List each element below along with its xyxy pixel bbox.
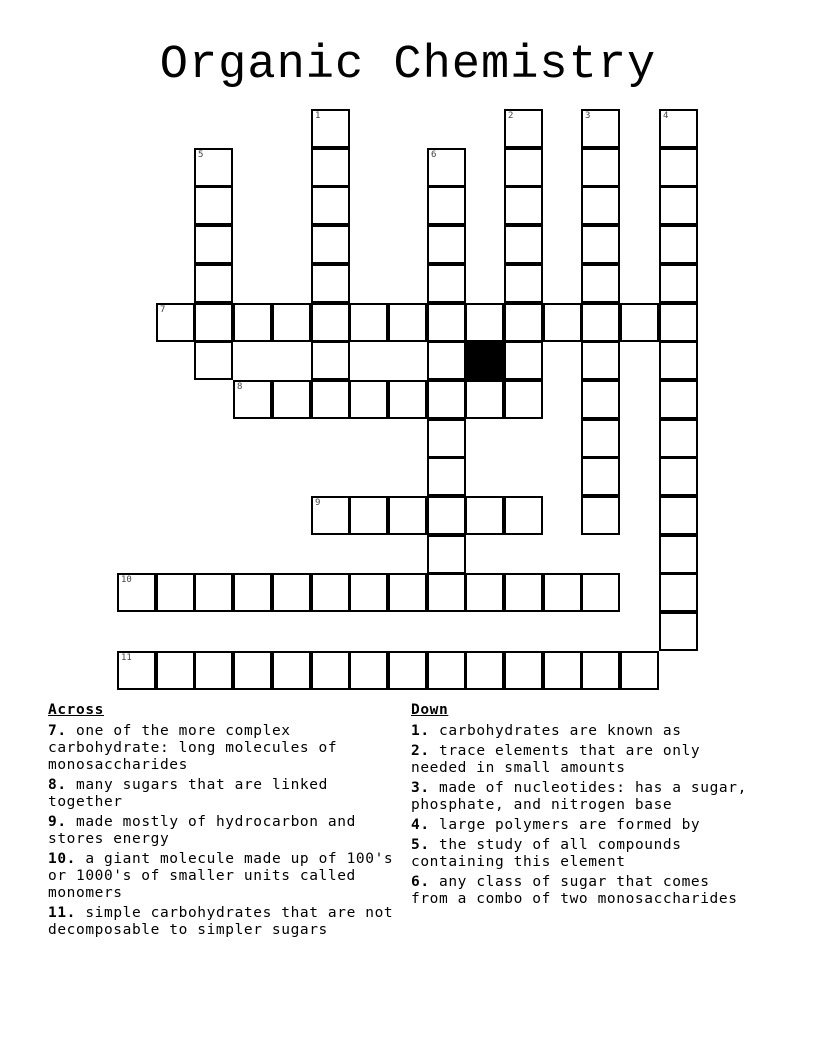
- grid-cell[interactable]: [311, 186, 350, 225]
- grid-cell[interactable]: [349, 651, 388, 690]
- grid-cell[interactable]: [581, 109, 620, 148]
- grid-cell[interactable]: [504, 573, 543, 612]
- grid-cell[interactable]: [543, 573, 582, 612]
- grid-cell[interactable]: [659, 303, 698, 342]
- grid-cell[interactable]: [581, 496, 620, 535]
- grid-cell[interactable]: [581, 225, 620, 264]
- cell-number: 3: [585, 111, 591, 121]
- grid-cell[interactable]: [272, 651, 311, 690]
- clue-across-8: [48, 777, 410, 811]
- grid-cell[interactable]: [311, 148, 350, 187]
- grid-cell[interactable]: [349, 573, 388, 612]
- clue-text: the study of all compounds containing this element: [411, 837, 682, 870]
- clue-text: large polymers are formed by: [439, 817, 701, 833]
- grid-cell[interactable]: [659, 573, 698, 612]
- clue-number: 2.: [411, 743, 430, 759]
- clue-text: carbohydrates are known as: [439, 723, 682, 739]
- grid-cell[interactable]: [194, 148, 233, 187]
- grid-cell[interactable]: [194, 186, 233, 225]
- clue-down-5: [411, 837, 756, 871]
- cell-number: 6: [431, 150, 437, 160]
- clue-text: a giant molecule made up of 100's or 1000's of smaller units called monomers: [48, 851, 394, 901]
- grid-cell[interactable]: [349, 496, 388, 535]
- grid-cell[interactable]: [311, 380, 350, 419]
- grid-cell[interactable]: [581, 264, 620, 303]
- grid-cell[interactable]: [504, 186, 543, 225]
- grid-cell[interactable]: [659, 225, 698, 264]
- grid-cell[interactable]: [659, 148, 698, 187]
- clue-number: 9.: [48, 814, 67, 830]
- clue-down-1: [411, 723, 756, 740]
- grid-cell[interactable]: [156, 573, 195, 612]
- clue-across-10: [48, 851, 410, 902]
- grid-cell[interactable]: [194, 573, 233, 612]
- grid-cell[interactable]: [427, 419, 466, 458]
- grid-cell[interactable]: [233, 380, 272, 419]
- grid-cell[interactable]: [581, 573, 620, 612]
- grid-cell[interactable]: [388, 303, 427, 342]
- cell-number: 5: [198, 150, 204, 160]
- cell-number: 7: [160, 305, 166, 315]
- grid-cell[interactable]: [581, 148, 620, 187]
- grid-cell[interactable]: [427, 457, 466, 496]
- clue-down-2: [411, 743, 756, 777]
- grid-cell[interactable]: [427, 496, 466, 535]
- grid-cell[interactable]: [581, 380, 620, 419]
- clue-number: 10.: [48, 851, 76, 867]
- grid-cell[interactable]: [427, 186, 466, 225]
- clue-text: simple carbohydrates that are not decomposable to simpler sugars: [48, 905, 394, 938]
- grid-cell[interactable]: [427, 380, 466, 419]
- clue-number: 6.: [411, 874, 430, 890]
- cell-number: 4: [663, 111, 669, 121]
- grid-cell[interactable]: [504, 225, 543, 264]
- clue-across-9: [48, 814, 410, 848]
- across-heading: Across: [48, 702, 104, 718]
- grid-cell[interactable]: [659, 264, 698, 303]
- grid-cell[interactable]: [504, 380, 543, 419]
- grid-cell[interactable]: [117, 651, 156, 690]
- grid-cell[interactable]: [311, 341, 350, 380]
- grid-cell[interactable]: [349, 303, 388, 342]
- grid-cell[interactable]: [272, 303, 311, 342]
- clue-across-7: [48, 723, 410, 774]
- grid-cell[interactable]: [659, 186, 698, 225]
- grid-cell[interactable]: [659, 535, 698, 574]
- grid-cell[interactable]: [427, 573, 466, 612]
- grid-cell[interactable]: [659, 457, 698, 496]
- grid-cell[interactable]: [620, 651, 659, 690]
- grid-cell[interactable]: [388, 496, 427, 535]
- grid-cell[interactable]: [581, 457, 620, 496]
- grid-cell[interactable]: [427, 148, 466, 187]
- grid-cell[interactable]: [388, 380, 427, 419]
- grid-cell[interactable]: [194, 651, 233, 690]
- clue-number: 11.: [48, 905, 76, 921]
- grid-cell[interactable]: [233, 573, 272, 612]
- grid-cell[interactable]: [504, 496, 543, 535]
- grid-cell[interactable]: [311, 109, 350, 148]
- grid-cell[interactable]: [465, 573, 504, 612]
- grid-cell[interactable]: [194, 264, 233, 303]
- grid-cell[interactable]: [388, 573, 427, 612]
- grid-cell[interactable]: [427, 651, 466, 690]
- grid-cell[interactable]: [311, 225, 350, 264]
- clue-number: 5.: [411, 837, 430, 853]
- grid-cell[interactable]: [233, 651, 272, 690]
- grid-cell[interactable]: [427, 535, 466, 574]
- clue-down-4: [411, 817, 756, 834]
- grid-cell[interactable]: [311, 651, 350, 690]
- grid-cell[interactable]: [349, 380, 388, 419]
- grid-cell[interactable]: [659, 496, 698, 535]
- down-clues: [411, 702, 756, 911]
- clue-down-3: [411, 780, 756, 814]
- clue-down-6: [411, 874, 756, 908]
- down-heading: Down: [411, 702, 449, 718]
- clue-number: 4.: [411, 817, 430, 833]
- grid-cell[interactable]: [194, 225, 233, 264]
- grid-cell[interactable]: [311, 496, 350, 535]
- clue-number: 1.: [411, 723, 430, 739]
- grid-cell[interactable]: [581, 186, 620, 225]
- grid-cell[interactable]: [427, 225, 466, 264]
- grid-cell[interactable]: [272, 573, 311, 612]
- grid-cell[interactable]: [659, 380, 698, 419]
- grid-cell[interactable]: [465, 496, 504, 535]
- clue-across-11: [48, 905, 410, 939]
- black-cell: [465, 341, 504, 380]
- grid-cell[interactable]: [194, 341, 233, 380]
- puzzle-title: Organic Chemistry: [159, 39, 657, 92]
- cell-number: 2: [508, 111, 514, 121]
- grid-cell[interactable]: [311, 264, 350, 303]
- clue-text: trace elements that are only needed in small amounts: [411, 743, 701, 776]
- grid-cell[interactable]: [504, 264, 543, 303]
- grid-cell[interactable]: [581, 341, 620, 380]
- grid-cell[interactable]: [427, 341, 466, 380]
- grid-cell[interactable]: [543, 303, 582, 342]
- grid-cell[interactable]: [504, 303, 543, 342]
- clue-text: many sugars that are linked together: [48, 777, 328, 810]
- cell-number: 1: [315, 111, 321, 121]
- grid-cell[interactable]: [659, 109, 698, 148]
- cell-number: 9: [315, 498, 321, 508]
- grid-cell[interactable]: [543, 651, 582, 690]
- grid-cell[interactable]: [194, 303, 233, 342]
- grid-cell[interactable]: [465, 303, 504, 342]
- grid-cell[interactable]: [620, 303, 659, 342]
- clue-number: 8.: [48, 777, 67, 793]
- grid-cell[interactable]: [388, 651, 427, 690]
- cell-number: 10: [121, 575, 132, 585]
- grid-cell[interactable]: [581, 651, 620, 690]
- grid-cell[interactable]: [233, 303, 272, 342]
- clue-text: made of nucleotides: has a sugar, phosphate, and nitrogen base: [411, 780, 747, 813]
- grid-cell[interactable]: [272, 380, 311, 419]
- clue-text: one of the more complex carbohydrate: long molecules of monosaccharides: [48, 723, 338, 773]
- grid-cell[interactable]: [504, 341, 543, 380]
- grid-cell[interactable]: [659, 341, 698, 380]
- clue-number: 3.: [411, 780, 430, 796]
- grid-cell[interactable]: [504, 651, 543, 690]
- grid-cell[interactable]: [465, 651, 504, 690]
- clue-text: any class of sugar that comes from a combo of two monosaccharides: [411, 874, 738, 907]
- grid-cell[interactable]: [117, 573, 156, 612]
- grid-cell[interactable]: [504, 148, 543, 187]
- across-clues: [48, 702, 410, 942]
- grid-cell[interactable]: [427, 303, 466, 342]
- grid-cell[interactable]: [427, 264, 466, 303]
- grid-cell[interactable]: [156, 651, 195, 690]
- cell-number: 11: [121, 653, 132, 663]
- grid-cell[interactable]: [311, 303, 350, 342]
- clue-number: 7.: [48, 723, 67, 739]
- grid-cell[interactable]: [465, 380, 504, 419]
- grid-cell[interactable]: [311, 573, 350, 612]
- grid-cell[interactable]: [581, 419, 620, 458]
- cell-number: 8: [237, 382, 243, 392]
- grid-cell[interactable]: [659, 612, 698, 651]
- grid-cell[interactable]: [156, 303, 195, 342]
- grid-cell[interactable]: [659, 419, 698, 458]
- clue-text: made mostly of hydrocarbon and stores energy: [48, 814, 356, 847]
- grid-cell[interactable]: [504, 109, 543, 148]
- grid-cell[interactable]: [581, 303, 620, 342]
